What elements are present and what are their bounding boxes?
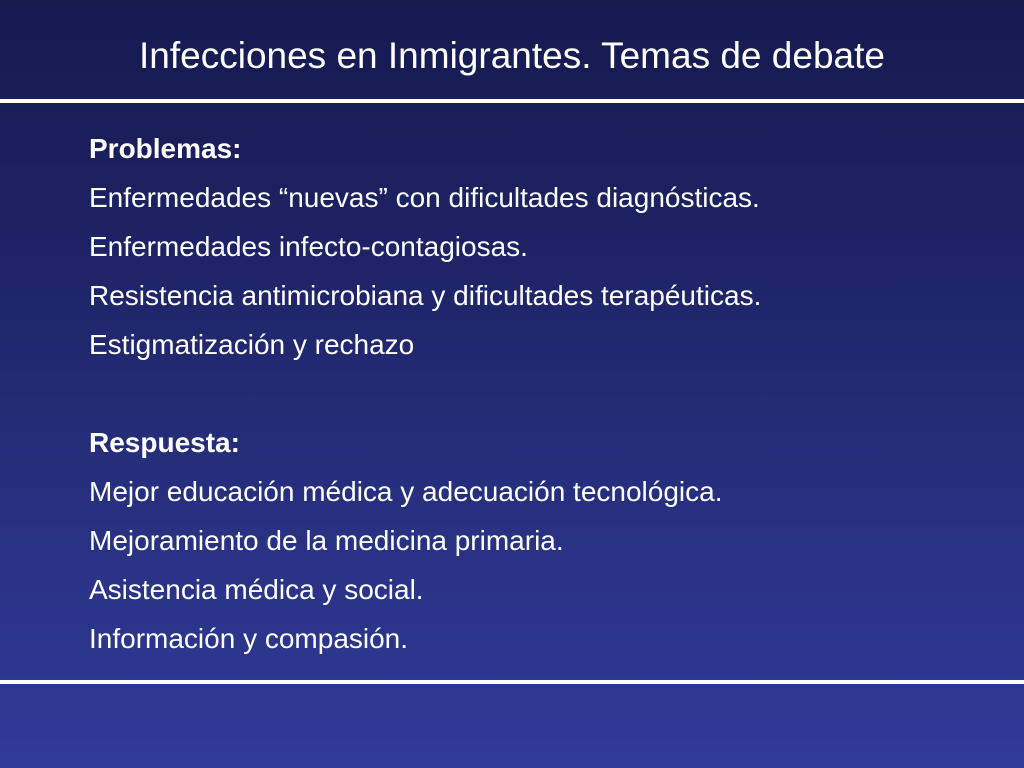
top-divider bbox=[0, 99, 1024, 103]
bottom-divider bbox=[0, 680, 1024, 684]
problem-item: Estigmatización y rechazo bbox=[89, 329, 415, 360]
response-item: Mejor educación médica y adecuación tecnológica. bbox=[89, 476, 723, 507]
section-heading-problemas: Problemas: bbox=[89, 133, 242, 164]
problem-item: Enfermedades “nuevas” con dificultades diagnósticas. bbox=[89, 182, 760, 213]
section-spacer bbox=[89, 369, 989, 418]
slide-title: Infecciones en Inmigrantes. Temas de debate bbox=[139, 35, 885, 76]
problem-item: Enfermedades infecto-contagiosas. bbox=[89, 231, 528, 262]
response-item: Asistencia médica y social. bbox=[89, 574, 424, 605]
section-heading-respuesta: Respuesta: bbox=[89, 427, 240, 458]
response-item: Mejoramiento de la medicina primaria. bbox=[89, 525, 564, 556]
slide-body bbox=[89, 124, 989, 663]
response-item: Información y compasión. bbox=[89, 623, 409, 654]
problem-item: Resistencia antimicrobiana y dificultades terapéuticas. bbox=[89, 280, 762, 311]
